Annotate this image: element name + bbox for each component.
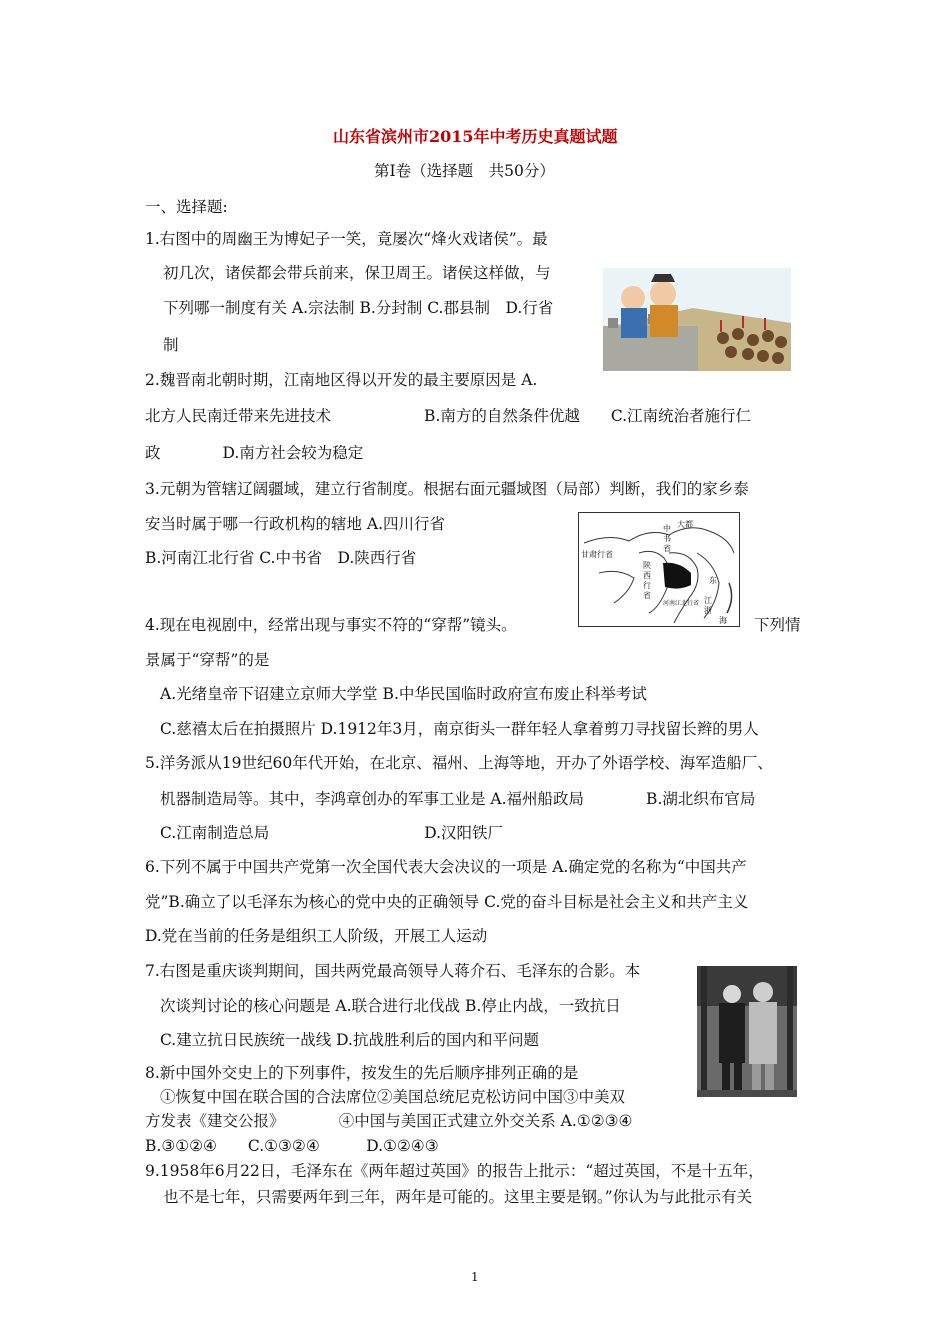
section-heading: 第Ⅰ卷（选择题 共50分） <box>374 162 555 180</box>
yuan-territory-map <box>578 512 740 627</box>
question-7-line-2: 次谈判讨论的核心问题是 A.联合进行北伐战 B.停止内战，一致抗日 <box>160 997 621 1015</box>
map-label-henan: 河南江北行省 <box>663 600 700 607</box>
question-3-line-2: 安当时属于哪一行政机构的辖地 A.四川行省 <box>145 515 446 533</box>
question-8-line-4: B.③①②④ C.①③②④ D.①②④③ <box>145 1137 439 1155</box>
question-4-option-line-1: A.光绪皇帝下诏建立京师大学堂 B.中华民国临时政府宣布废止科举考试 <box>160 685 647 703</box>
map-label-jiangzhe-2: 浙 <box>704 606 712 615</box>
question-3-line-3: B.河南江北行省 C.中书省 D.陕西行省 <box>145 549 417 567</box>
question-1-line-1: 1.右图中的周幽王为博妃子一笑，竟屡次“烽火戏诸侯”。最 <box>145 230 548 248</box>
map-label-zhongshu-1: 中 <box>663 524 671 533</box>
question-7-line-1: 7.右图是重庆谈判期间，国共两党最高领导人蒋介石、毛泽东的合影。本 <box>145 962 641 980</box>
question-2-line-1: 2.魏晋南北朝时期，江南地区得以开发的最主要原因是 A. <box>145 371 538 389</box>
question-5-line-3: C.江南制造总局 D.汉阳铁厂 <box>160 824 504 842</box>
question-7-line-3: C.建立抗日民族统一战线 D.抗战胜利后的国内和平问题 <box>160 1031 539 1049</box>
chongqing-negotiation-photo <box>697 966 797 1097</box>
map-label-shaanxi-2: 西 <box>643 571 651 580</box>
question-3-line-1: 3.元朝为管辖辽阔疆域，建立行省制度。根据右面元疆域图（局部）判断，我们的家乡泰 <box>145 480 749 498</box>
question-1-line-2: 初几次，诸侯都会带兵前来，保卫周王。诸侯这样做，与 <box>163 264 551 282</box>
question-6-line-2: 党”B.确立了以毛泽东为核心的党中央的正确领导 C.党的奋斗目标是社会主义和共产主义 <box>145 893 749 911</box>
question-4-line-2: 景属于“穿帮”的是 <box>145 651 270 669</box>
question-4-option-line-2: C.慈禧太后在拍摄照片 D.1912年3月，南京街头一群年轻人拿着剪刀寻找留长辫的男人 <box>160 720 759 738</box>
question-6-line-3: D.党在当前的任务是组织工人阶级，开展工人运动 <box>145 927 488 945</box>
map-label-shaanxi-4: 省 <box>643 591 651 600</box>
question-4-line-1: 4.现在电视剧中，经常出现与事实不符的“穿帮”镜头。 <box>145 616 517 634</box>
question-6-line-1: 6.下列不属于中国共产党第一次全国代表大会决议的一项是 A.确定党的名称为“中国共产 <box>145 858 747 876</box>
map-label-shaanxi-1: 陕 <box>643 561 651 570</box>
question-2-line-3: 政 D.南方社会较为稳定 <box>145 444 364 462</box>
map-label-zhongshu-3: 省 <box>663 544 671 553</box>
beacon-fire-illustration <box>603 268 791 371</box>
question-5-line-2: 机器制造局等。其中，李鸿章创办的军事工业是 A.福州船政局 B.湖北织布官局 <box>160 790 756 808</box>
doc-title: 山东省滨州市2015年中考历史真题试题 <box>333 127 618 146</box>
question-4-line-1b: 下列情 <box>754 616 801 634</box>
map-label-jiangzhe-1: 江 <box>704 596 712 605</box>
map-label-dadu: 大都 <box>677 520 693 529</box>
map-label-dong: 东 <box>709 576 717 585</box>
page-number: 1 <box>471 1270 479 1284</box>
question-1-line-3: 下列哪一制度有关 A.宗法制 B.分封制 C.郡县制 D.行省 <box>163 299 554 317</box>
map-label-shaanxi-3: 行 <box>643 581 651 590</box>
question-2-line-2: 北方人民南迁带来先进技术 B.南方的自然条件优越 C.江南统治者施行仁 <box>145 407 752 425</box>
map-label-gansu: 甘肃行省 <box>581 550 613 559</box>
question-8-line-2: ①恢复中国在联合国的合法席位②美国总统尼克松访问中国③中美双 <box>160 1088 626 1106</box>
part-heading: 一、选择题: <box>145 198 228 216</box>
map-label-hai: 海 <box>719 616 727 625</box>
question-9-line-2: 也不是七年，只需要两年到三年，两年是可能的。这里主要是钢。”你认为与此批示有关 <box>163 1188 753 1206</box>
map-label-zhongshu-2: 书 <box>663 534 671 543</box>
question-5-line-1: 5.洋务派从19世纪60年代开始，在北京、福州、上海等地，开办了外语学校、海军造船厂、 <box>145 754 773 772</box>
question-8-line-1: 8.新中国外交史上的下列事件，按发生的先后顺序排列正确的是 <box>145 1064 579 1082</box>
question-9-line-1: 9.1958年6月22日，毛泽东在《两年超过英国》的报告上批示：“超过英国，不是十五年， <box>145 1162 764 1180</box>
question-1-line-4: 制 <box>163 336 179 354</box>
question-8-line-3: 方发表《建交公报》 ④中国与美国正式建立外交关系 A.①②③④ <box>145 1112 633 1130</box>
